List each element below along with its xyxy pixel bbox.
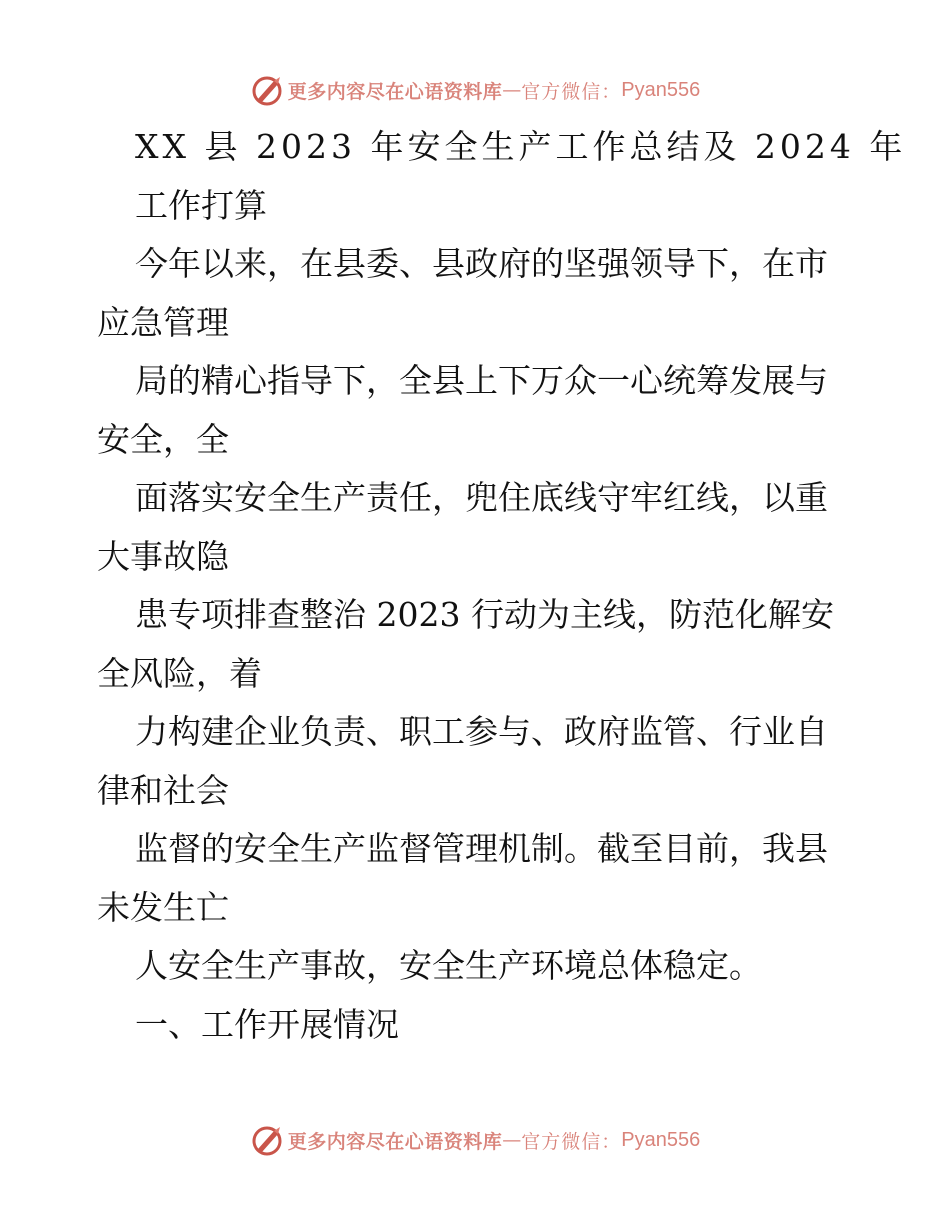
paragraph-line: 今年以来，在县委、县政府的坚强领导下，在市 (135, 244, 828, 283)
paragraph-line: 面落实安全生产责任，兜住底线守牢红线，以重 (135, 478, 828, 517)
pen-logo-icon (250, 73, 284, 107)
watermark-wechat-id: Pyan556 (621, 1128, 701, 1151)
watermark-dash: — (502, 1129, 522, 1151)
paragraph-line: 局的精心指导下，全县上下万众一心统筹发展与 (135, 361, 828, 400)
footer-watermark (0, 1122, 950, 1158)
watermark-wechat-label: 官方微信： (521, 1130, 622, 1153)
paragraph-line: 人安全生产事故，安全生产环境总体稳定。 (135, 946, 762, 985)
document-title-line-1: XX 县 2023 年安全生产工作总结及 2024 年 (135, 127, 907, 166)
watermark-text: 更多内容尽在心语资料库 (287, 80, 503, 103)
paragraph-line: 大事故隐 (97, 536, 229, 576)
paragraph-line: 全风险，着 (97, 653, 262, 693)
paragraph-line: 患专项排查整治 2023 行动为主线，防范化解安 (135, 595, 834, 634)
paragraph-line: 应急管理 (97, 302, 229, 342)
paragraph-line: 力构建企业负责、职工参与、政府监管、行业自 (135, 712, 828, 751)
paragraph-line: 未发生亡 (97, 887, 229, 927)
section-heading: 一、工作开展情况 (135, 1004, 399, 1044)
pen-logo-icon (250, 1123, 284, 1157)
watermark-wechat-label: 官方微信： (521, 80, 622, 103)
watermark-dash: — (502, 79, 522, 101)
document-title-line-2: 工作打算 (135, 185, 267, 225)
paragraph-line: 安全，全 (97, 419, 229, 459)
document-body (97, 118, 907, 1054)
paragraph-line: 监督的安全生产监督管理机制。截至目前，我县 (135, 829, 828, 868)
header-watermark (0, 72, 950, 108)
watermark-wechat-id: Pyan556 (621, 78, 701, 101)
watermark-text: 更多内容尽在心语资料库 (287, 1130, 503, 1153)
paragraph-line: 律和社会 (97, 770, 229, 810)
